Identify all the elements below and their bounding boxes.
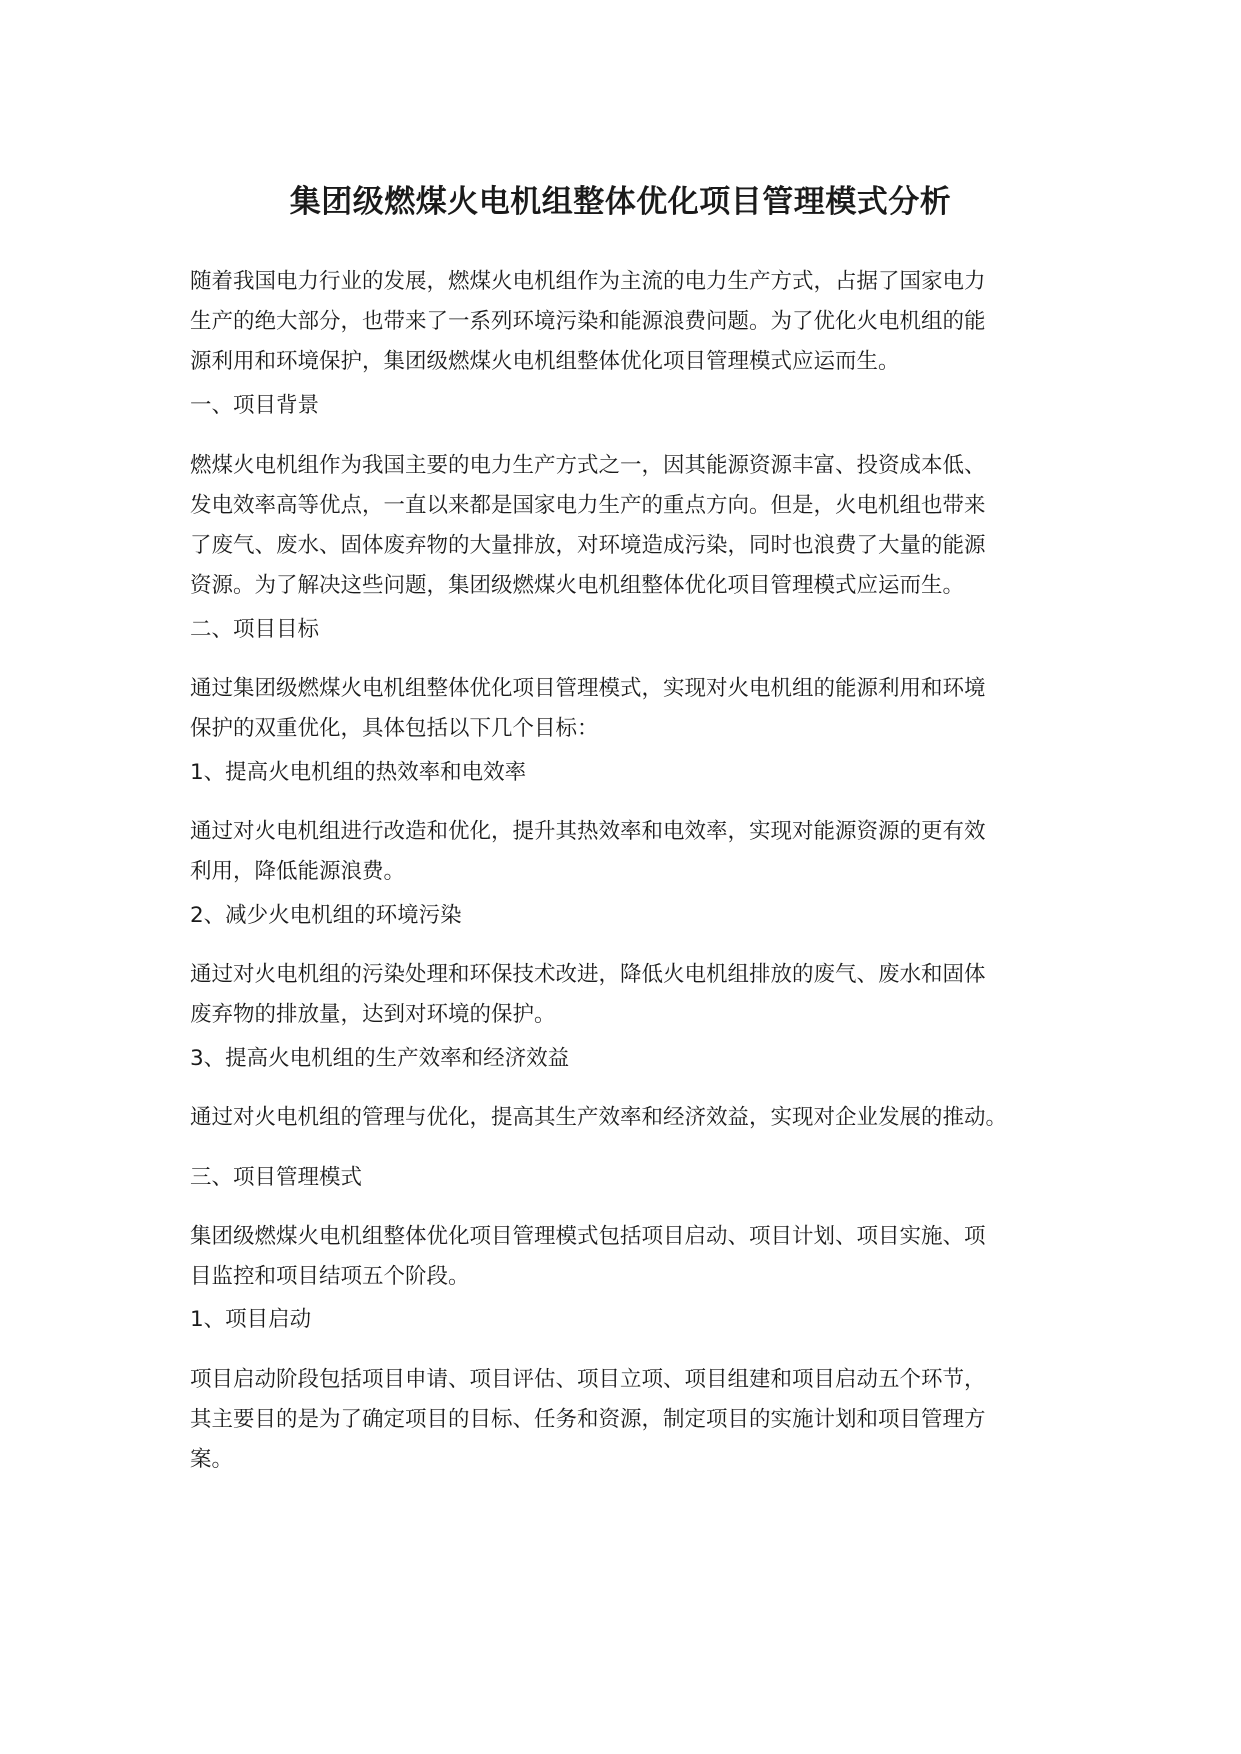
section-heading-management (190, 1158, 1090, 1198)
text-line: 源利用和环境保护，集团级燃煤火电机组整体优化项目管理模式应运而生。 (190, 349, 900, 374)
heading-text: 1、提高火电机组的热效率和电效率 (190, 760, 527, 785)
subheading-pollution (190, 896, 1090, 936)
text-line: 目监控和项目结项五个阶段。 (190, 1264, 470, 1289)
heading-text: 三、项目管理模式 (190, 1165, 363, 1190)
paragraph-background (190, 446, 1090, 606)
heading-text: 二、项目目标 (190, 617, 320, 642)
section-heading-background (190, 386, 1090, 426)
paragraph-efficiency (190, 812, 1090, 892)
paragraph-initiation (190, 1360, 1090, 1480)
subheading-efficiency (190, 753, 1090, 793)
text-line: 通过对火电机组的管理与优化，提高其生产效率和经济效益，实现对企业发展的推动。 (190, 1105, 1008, 1130)
text-line: 利用，降低能源浪费。 (190, 859, 406, 884)
paragraph-goals (190, 669, 1090, 749)
paragraph-pollution (190, 955, 1090, 1035)
text-line: 通过对火电机组进行改造和优化，提升其热效率和电效率，实现对能源资源的更有效 (190, 819, 986, 844)
text-line: 项目启动阶段包括项目申请、项目评估、项目立项、项目组建和项目启动五个环节， (190, 1367, 986, 1392)
text-line: 燃煤火电机组作为我国主要的电力生产方式之一，因其能源资源丰富、投资成本低、 (190, 453, 986, 478)
paragraph-management (190, 1217, 1090, 1297)
text-line: 通过对火电机组的污染处理和环保技术改进，降低火电机组排放的废气、废水和固体 (190, 962, 986, 987)
text-line: 了废气、废水、固体废弃物的大量排放，对环境造成污染，同时也浪费了大量的能源 (190, 533, 986, 558)
heading-text: 一、项目背景 (190, 393, 320, 418)
subheading-initiation (190, 1300, 1090, 1340)
document-title: 集团级燃煤火电机组整体优化项目管理模式分析 (289, 184, 952, 220)
heading-text: 3、提高火电机组的生产效率和经济效益 (190, 1046, 570, 1071)
text-line: 随着我国电力行业的发展，燃煤火电机组作为主流的电力生产方式，占据了国家电力 (190, 269, 986, 294)
text-line: 废弃物的排放量，达到对环境的保护。 (190, 1002, 556, 1027)
paragraph-intro (190, 262, 1090, 382)
text-line: 资源。为了解决这些问题，集团级燃煤火电机组整体优化项目管理模式应运而生。 (190, 573, 965, 598)
heading-text: 1、项目启动 (190, 1307, 312, 1332)
section-heading-goals (190, 610, 1090, 650)
text-line: 通过集团级燃煤火电机组整体优化项目管理模式，实现对火电机组的能源利用和环境 (190, 676, 986, 701)
text-line: 其主要目的是为了确定项目的目标、任务和资源，制定项目的实施计划和项目管理方 (190, 1407, 986, 1432)
paragraph-productivity (190, 1098, 1090, 1138)
text-line: 案。 (190, 1447, 234, 1472)
text-line: 发电效率高等优点，一直以来都是国家电力生产的重点方向。但是，火电机组也带来 (190, 493, 986, 518)
text-line: 生产的绝大部分，也带来了一系列环境污染和能源浪费问题。为了优化火电机组的能 (190, 309, 986, 334)
heading-text: 2、减少火电机组的环境污染 (190, 903, 462, 928)
text-line: 集团级燃煤火电机组整体优化项目管理模式包括项目启动、项目计划、项目实施、项 (190, 1224, 986, 1249)
text-line: 保护的双重优化，具体包括以下几个目标： (190, 716, 599, 741)
subheading-productivity (190, 1039, 1090, 1079)
